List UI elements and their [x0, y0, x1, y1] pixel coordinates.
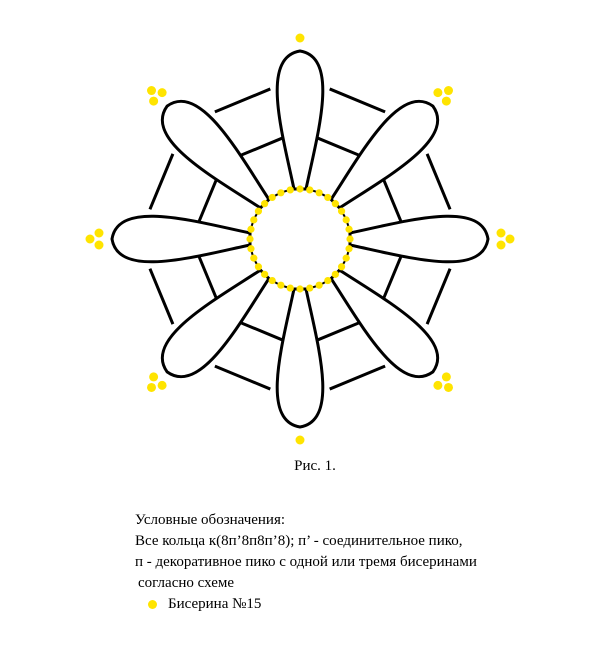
center-bead — [296, 285, 303, 292]
picot-bead — [296, 34, 305, 43]
center-bead — [316, 282, 323, 289]
center-bead — [247, 226, 254, 233]
picot-bead — [442, 372, 451, 381]
center-bead — [306, 186, 313, 193]
ring-petal — [277, 289, 323, 427]
picot-bead — [147, 383, 156, 392]
picot-bead — [158, 88, 167, 97]
picot-bead — [497, 241, 506, 250]
ring-petal — [112, 216, 250, 262]
picot-bead — [442, 97, 451, 106]
legend-picot-description-cont: согласно схеме — [138, 575, 235, 591]
ring-petal — [331, 101, 438, 208]
ring-petals — [112, 51, 488, 427]
center-bead — [261, 200, 268, 207]
chain-link — [427, 269, 450, 324]
legend-bead-label: Бисерина №15 — [168, 596, 262, 612]
picot-bead — [158, 381, 167, 390]
legend-bead-item — [135, 594, 477, 615]
picot-bead — [149, 97, 158, 106]
center-bead — [316, 189, 323, 196]
picot-bead — [149, 372, 158, 381]
legend-title: Условные обозначения: — [135, 512, 286, 528]
chain-link — [241, 323, 282, 340]
center-bead-ring — [246, 185, 353, 292]
chain-link — [427, 154, 450, 209]
center-bead — [346, 235, 353, 242]
center-bead — [343, 216, 350, 223]
chain-link — [199, 180, 216, 221]
center-bead — [269, 277, 276, 284]
picot-bead — [497, 229, 506, 238]
ring-petal — [331, 270, 438, 377]
legend — [135, 510, 477, 615]
legend-ring-formula: Все кольца к(8п’8п8п’8); п’ - соединительное пико, — [135, 533, 463, 549]
chain-link — [150, 154, 173, 209]
picot-bead — [147, 86, 156, 95]
ring-petal — [277, 51, 323, 189]
center-bead — [345, 245, 352, 252]
chain-link — [384, 180, 401, 221]
center-bead — [324, 194, 331, 201]
chain-link — [199, 257, 216, 298]
picot-bead — [86, 235, 95, 244]
center-bead — [338, 208, 345, 215]
center-bead — [250, 216, 257, 223]
chain-link — [384, 257, 401, 298]
center-bead — [255, 263, 262, 270]
picot-bead — [444, 86, 453, 95]
chain-link — [150, 269, 173, 324]
center-bead — [345, 226, 352, 233]
center-bead — [306, 284, 313, 291]
ring-petal — [350, 216, 488, 262]
picot-bead — [95, 241, 104, 250]
picot-bead — [95, 229, 104, 238]
chain-link — [330, 89, 385, 112]
center-bead — [247, 245, 254, 252]
center-bead — [246, 235, 253, 242]
center-bead — [338, 263, 345, 270]
chain-link — [215, 89, 270, 112]
center-bead — [277, 282, 284, 289]
chain-link — [215, 366, 270, 389]
center-bead — [287, 186, 294, 193]
figure-caption: Рис. 1. — [294, 458, 336, 474]
center-bead — [255, 208, 262, 215]
picot-bead — [506, 235, 515, 244]
ring-petal — [162, 270, 269, 377]
center-bead — [332, 271, 339, 278]
picot-bead — [433, 381, 442, 390]
center-bead — [332, 200, 339, 207]
center-bead — [324, 277, 331, 284]
ring-petal — [162, 101, 269, 208]
center-bead — [287, 284, 294, 291]
center-bead — [261, 271, 268, 278]
center-bead — [296, 185, 303, 192]
legend-picot-description: п - декоративное пико с одной или тремя бисеринами — [135, 554, 477, 570]
bead-icon — [148, 600, 157, 609]
center-bead — [269, 194, 276, 201]
chain-link — [330, 366, 385, 389]
center-bead — [250, 255, 257, 262]
picot-bead — [433, 88, 442, 97]
chain-link — [318, 323, 359, 340]
chain-link — [318, 138, 359, 155]
center-bead — [277, 189, 284, 196]
picot-bead — [444, 383, 453, 392]
picot-bead — [296, 436, 305, 445]
center-bead — [343, 255, 350, 262]
chain-link — [241, 138, 282, 155]
